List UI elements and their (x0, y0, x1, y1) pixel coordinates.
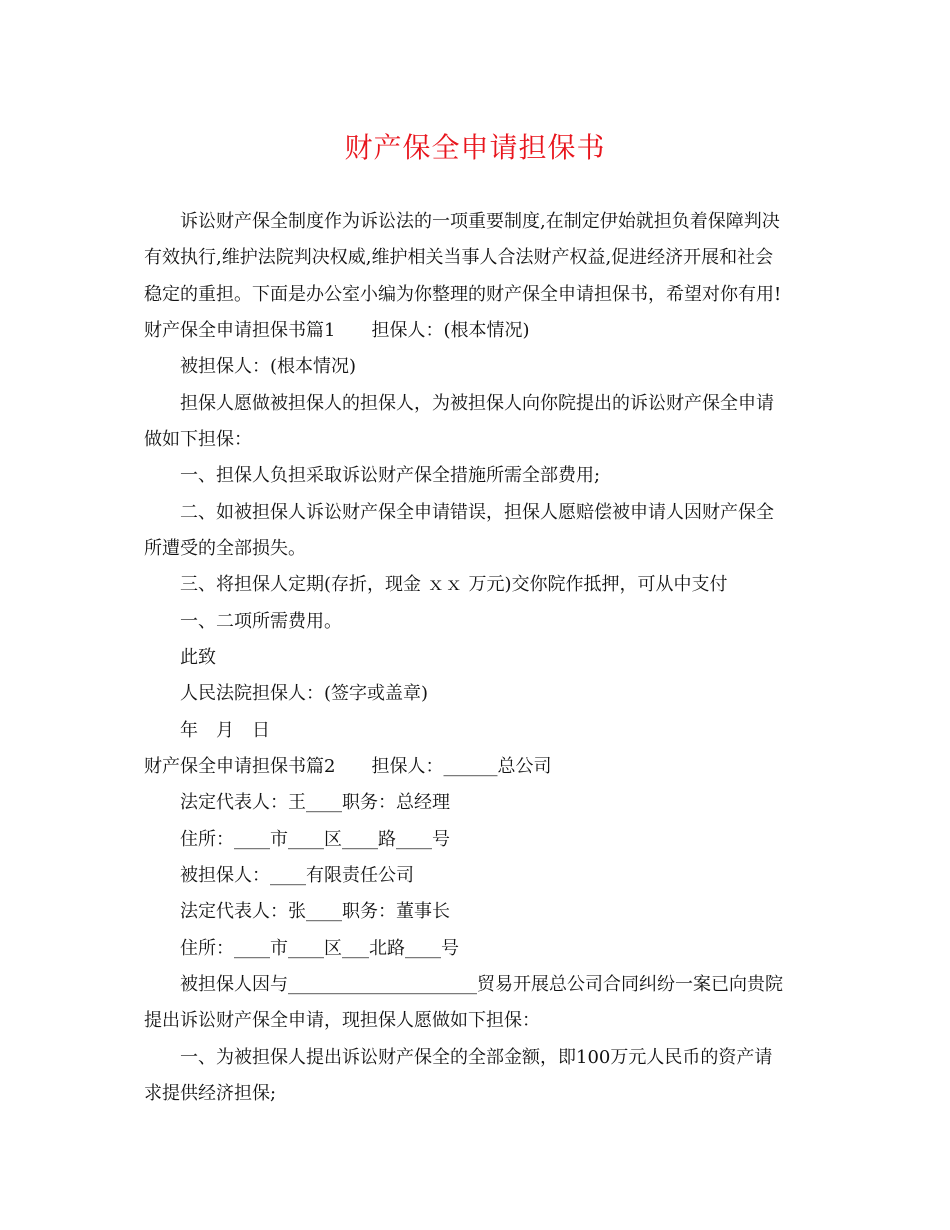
paragraph-line: 此致 (180, 647, 216, 668)
paragraph-line: 法定代表人：张____职务：董事长 (180, 901, 450, 922)
section1-heading: 财产保全申请担保书篇1 (144, 320, 336, 341)
paragraph-line: 一、二项所需费用。 (180, 611, 342, 632)
paragraph-line: 被担保人因与_____________________贸易开展总公司合同纠纷一案已向贵院 (180, 974, 783, 995)
section2-heading: 财产保全申请担保书篇2 (144, 756, 336, 777)
paragraph-line: 被担保人：____有限责任公司 (180, 865, 414, 886)
section2-guarantor: 担保人：______总公司 (371, 756, 552, 777)
paragraph-line: 人民法院担保人：(签字或盖章) (180, 683, 429, 704)
paragraph-line: 做如下担保： (144, 429, 252, 450)
paragraph-line: 二、如被担保人诉讼财产保全申请错误，担保人愿赔偿被申请人因财产保全 (180, 502, 774, 523)
section1-guarantor: 担保人：(根本情况) (371, 320, 530, 341)
section2-heading-line (144, 753, 814, 781)
paragraph-line: 一、担保人负担采取诉讼财产保全措施所需全部费用; (180, 465, 601, 486)
paragraph-line: 一、为被担保人提出诉讼财产保全的全部金额，即100万元人民币的资产请 (180, 1047, 773, 1068)
paragraph-line: 三、将担保人定期(存折，现金 ｘｘ 万元)交你院作抵押，可从中支付 (180, 574, 728, 595)
paragraph-line: 担保人愿做被担保人的担保人，为被担保人向你院提出的诉讼财产保全申请 (180, 393, 774, 414)
paragraph-line: 稳定的重担。下面是办公室小编为你整理的财产保全申请担保书，希望对你有用! (144, 284, 782, 305)
section1-heading-line (144, 317, 814, 345)
paragraph-line: 法定代表人：王____职务：总经理 (180, 792, 450, 813)
paragraph-line: 被担保人：(根本情况) (180, 356, 357, 377)
paragraph-line: 提出诉讼财产保全申请，现担保人愿做如下担保： (144, 1010, 540, 1031)
paragraph-line: 求提供经济担保; (144, 1083, 277, 1104)
paragraph-line: 所遭受的全部损失。 (144, 538, 306, 559)
paragraph-line: 住所：____市____区___北路____号 (180, 938, 459, 959)
document-title: 财产保全申请担保书 (344, 131, 606, 164)
paragraph-line: 有效执行,维护法院判决权威,维护相关当事人合法财产权益,促进经济开展和社会 (144, 247, 774, 268)
paragraph-line: 年 月 日 (180, 720, 270, 741)
paragraph-line: 住所：____市____区____路____号 (180, 829, 450, 850)
paragraph-line: 诉讼财产保全制度作为诉讼法的一项重要制度,在制定伊始就担负着保障判决 (180, 211, 780, 232)
